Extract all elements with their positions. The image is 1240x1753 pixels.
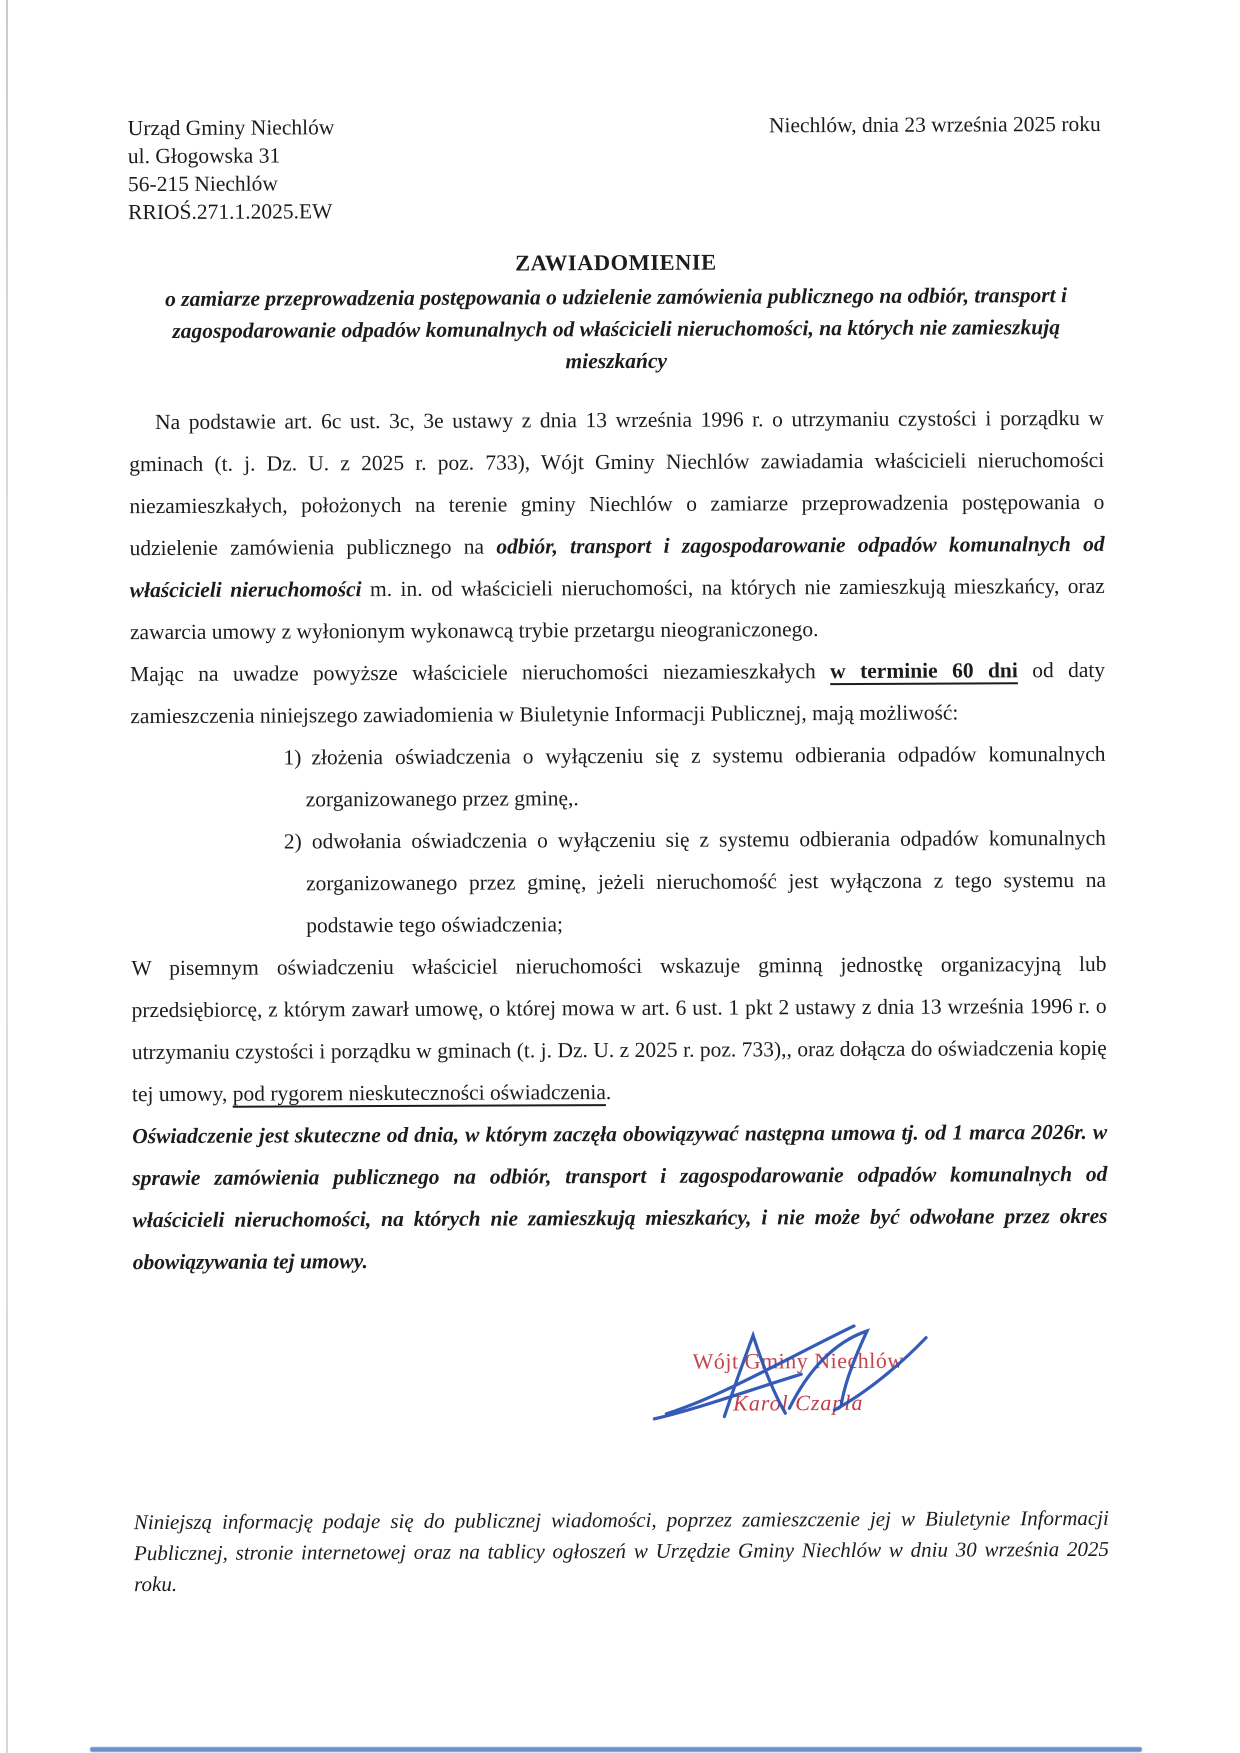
underlined-phrase: pod rygorem nieskuteczności oświadczenia	[232, 1080, 606, 1106]
document-title: ZAWIADOMIENIE	[515, 249, 717, 276]
place-and-date: Niechlów, dnia 23 września 2025 roku	[768, 111, 1101, 138]
list-item	[130, 733, 1105, 821]
paragraph-declaration-requirements	[131, 943, 1107, 1115]
list-item-number: 2)	[283, 829, 302, 854]
paragraph-text: m. in. od właścicieli nieruchomości, na których nie zamieszkują mieszkańcy, oraz zawarcia umowy z wyłonionym wykonawcą trybie przetargu nieograniczonego.	[129, 573, 1105, 645]
list-item-text: odwołania oświadczenia o wyłączeniu się z systemu odbierania odpadów komunalnych zorganizowanego przez gminę, jeżeli nieruchomość jest wyłączona z tego systemu na podstawie tego oświadczenia;	[306, 825, 1107, 938]
list-item-text: złożenia oświadczenia o wyłączeniu się z systemu odbierania odpadów komunalnych zorganizowanego przez gminę,.	[305, 741, 1106, 812]
list-item	[131, 817, 1107, 947]
list-item-number: 1)	[283, 745, 302, 770]
document-subtitle: o zamiarze przeprowadzenia postępowania o udzielenie zamówienia publicznego na odbiór, transport i zagospodarowanie odpadów komunalnych od właścicieli nieruchomości, na których nie zamieszkują mieszkańcy	[164, 283, 1068, 374]
letter-body	[129, 397, 1108, 1283]
paragraph-legal-basis	[129, 397, 1105, 653]
paragraph-text: .	[605, 1080, 612, 1105]
sender-line: ul. Głogowska 31	[127, 143, 281, 169]
paragraph-text: Mając na uwadze powyższe właściciele nieruchomości niezamieszkałych	[130, 659, 831, 687]
letter-header	[128, 110, 1103, 226]
signature-block	[648, 1348, 948, 1417]
paragraph-deadline	[130, 649, 1105, 737]
paragraph-text: W pisemnym oświadczeniu właściciel nieruchomości wskazuje gminną jednostkę organizacyjną lub przedsiębiorcę, z którym zawarł umowę, o której mowa w art. 6 ust. 1 pkt 2 ustawy z dnia 13 września 1996 r. o utrzymaniu czystości i porządku w gminach (t. j. Dz. U. z 2025 r. poz. 733),, oraz dołącza do oświadczenia kopię tej umowy,	[131, 951, 1107, 1107]
emphasized-subject-phrase: odbiór, transport i zagospodarowanie odpadów komunalnych od właścicieli nieruchomości	[129, 531, 1105, 603]
sender-line: 56-215 Niechlów	[127, 171, 278, 197]
sender-line: Urząd Gminy Niechlów	[127, 115, 335, 141]
scan-edge-bottom-line	[90, 1747, 1142, 1752]
sender-address	[128, 113, 335, 226]
paragraph-text: od daty zamieszczenia niniejszego zawiadomienia w Biuletynie Informacji Publicznej, mają możliwość:	[130, 657, 1106, 729]
signatory-name: Karol Czapla	[733, 1389, 864, 1416]
paragraph-effectiveness: Oświadczenie jest skuteczne od dnia, w którym zaczęła obowiązywać następna umowa tj. od 1 marca 2026r. w sprawie zamówienia publicznego na odbiór, transport i zagospodarowanie odpadów komunalnych od właścicieli nieruchomości, na których nie zamieszkują mieszkańcy, i nie może być odwołane przez okres obowiązywania tej umowy.	[132, 1119, 1108, 1275]
publication-note: Niniejszą informację podaje się do publicznej wiadomości, poprzez zamieszczenie jej w Biuletynie Informacji Publicznej, stronie internetowej oraz na tablicy ogłoszeń w Urzędzie Gminy Niechlów w dniu 30 września 2025 roku.	[133, 1505, 1110, 1597]
signatory-role: Wójt Gminy Niechlów	[692, 1347, 904, 1374]
sender-reference-number: RRIOŚ.271.1.2025.EW	[128, 199, 333, 225]
paragraph-text: Na podstawie art. 6c ust. 3c, 3e ustawy z dnia 13 września 1996 r. o utrzymaniu czystości i porządku w gminach (t. j. Dz. U. z 2025 r. poz. 733), Wójt Gminy Niechlów zawiadamia właścicieli nieruchomości niezamieszkałych, położonych na terenie gminy Niechlów o zamiarze przeprowadzenia postępowania o udzielenie zamówienia publicznego na	[129, 405, 1105, 561]
deadline-underlined-phrase: w terminie 60 dni	[830, 658, 1018, 684]
options-list	[130, 733, 1106, 947]
